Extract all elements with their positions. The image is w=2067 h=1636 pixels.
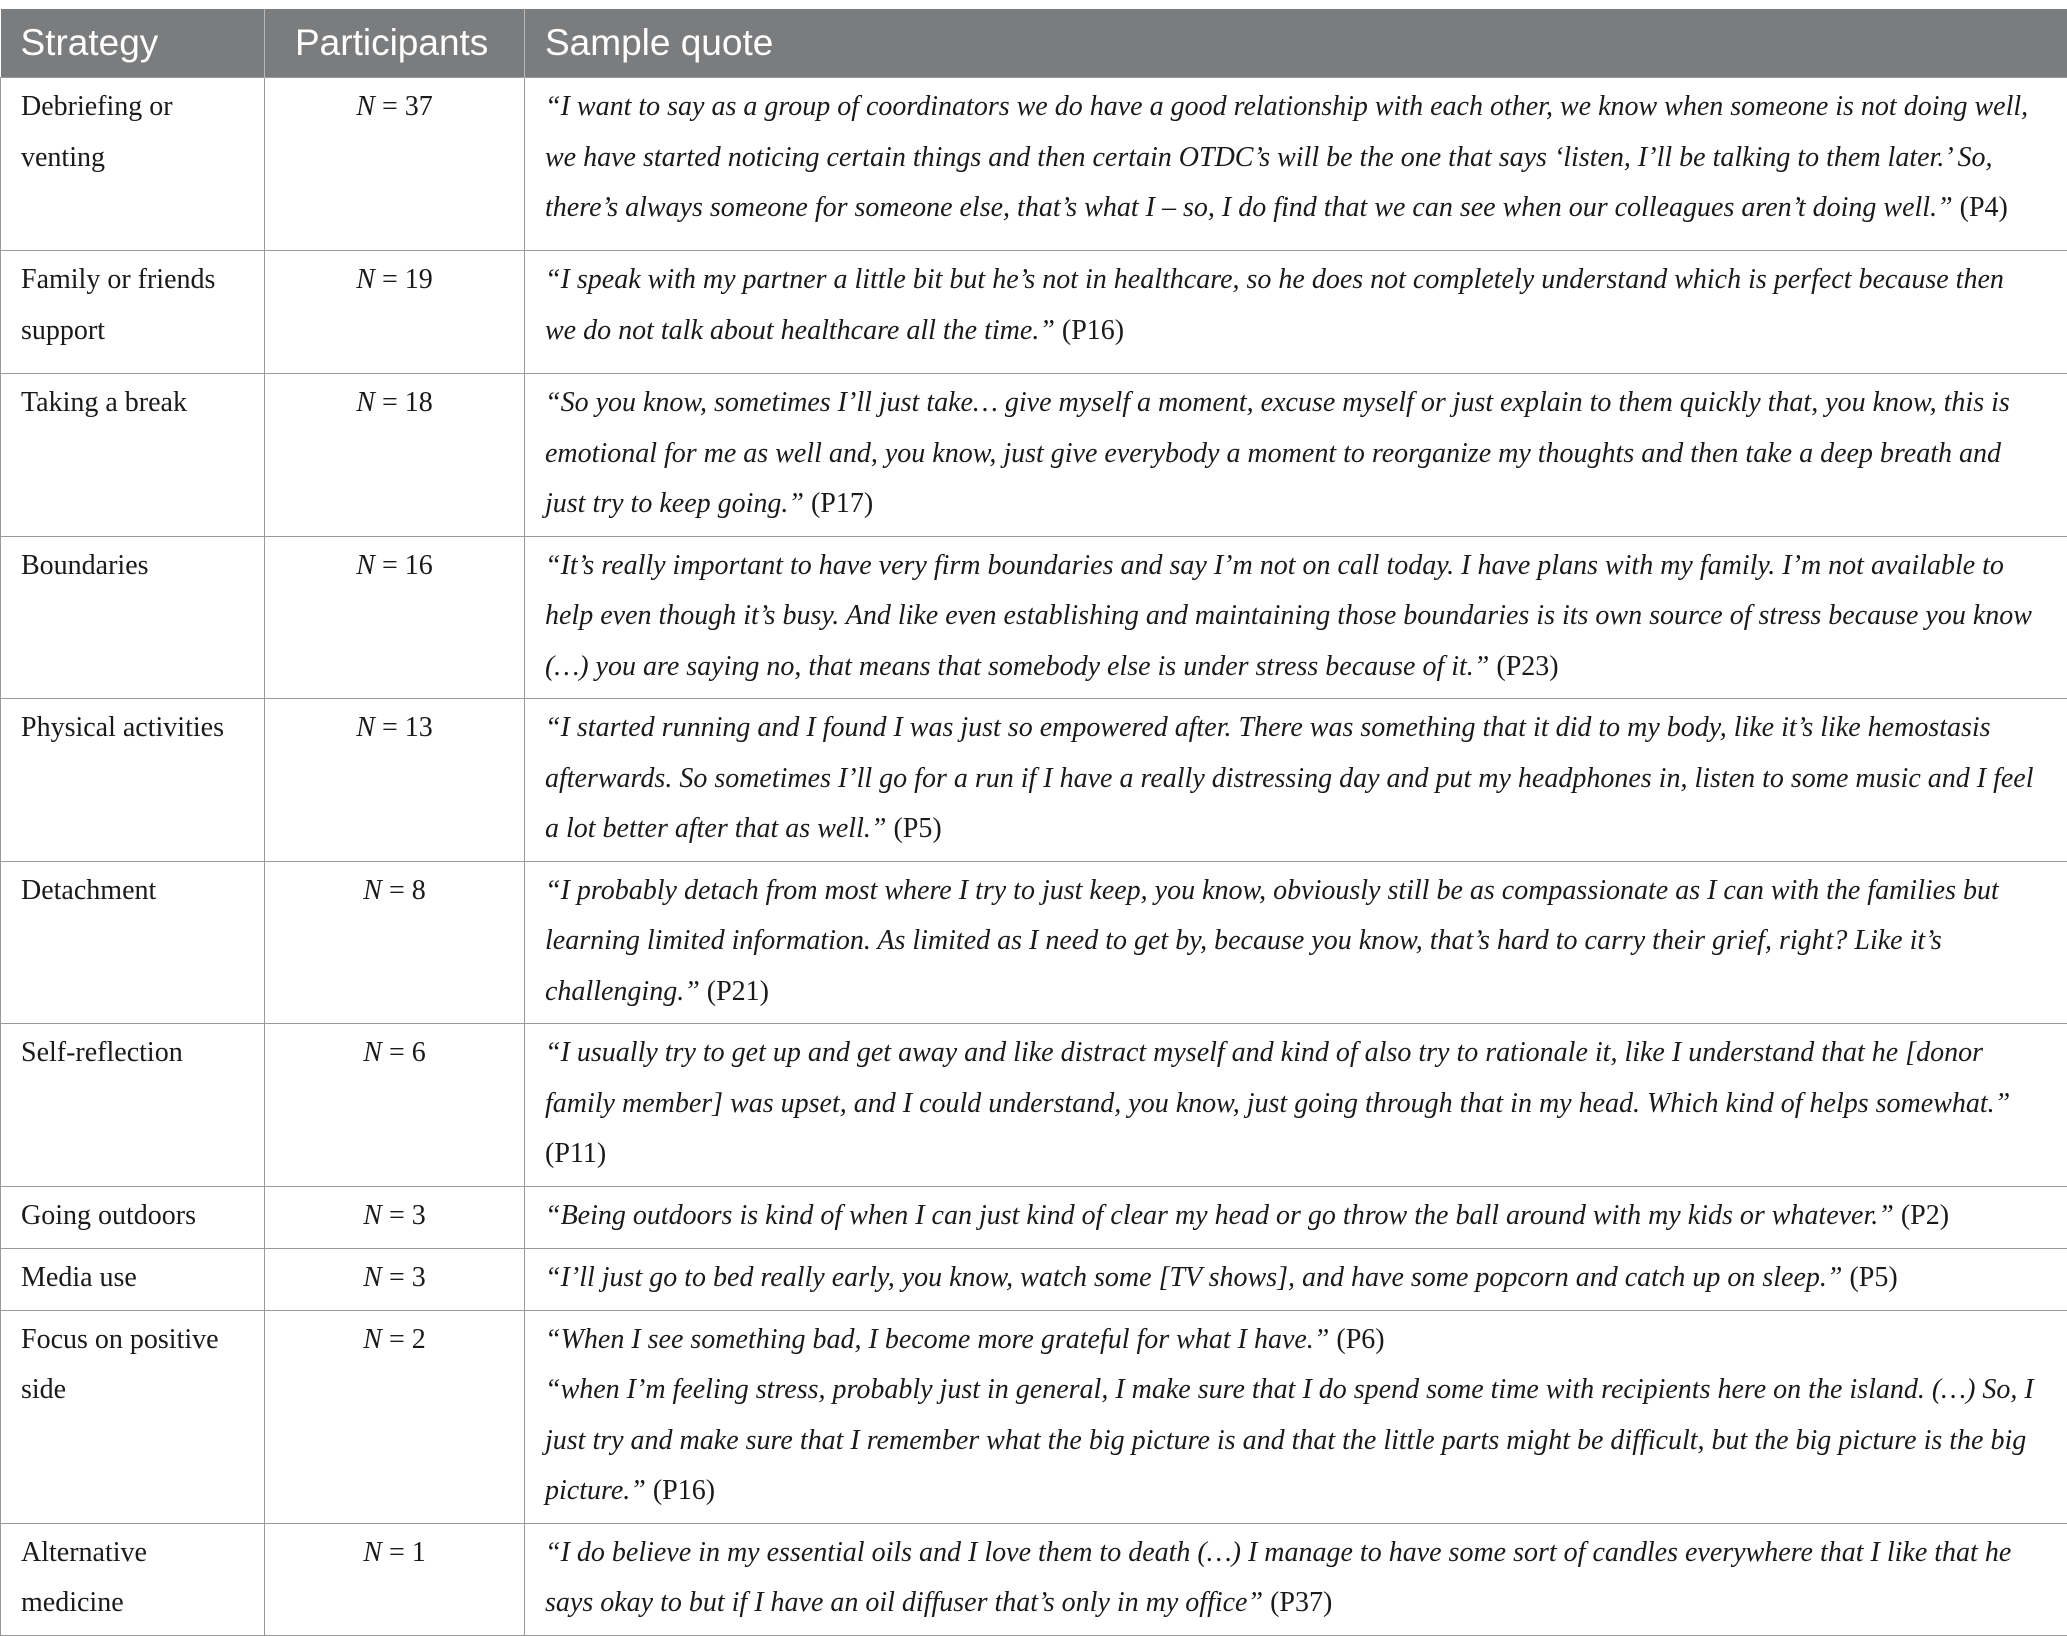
table-row	[1, 861, 2067, 1024]
strategy-cell: Detachment	[1, 861, 265, 1024]
table-row	[1, 374, 2067, 537]
table-row	[1, 699, 2067, 862]
strategy-cell: Physical activities	[1, 699, 265, 862]
quote-text: “I do believe in my essential oils and I love them to death (…) I manage to have some sort of candles everywhere that I like that he says okay to but if I have an oil diffuser that’s only in my office”	[545, 1537, 2011, 1619]
participants-cell: N = 6	[265, 1024, 525, 1187]
quote-text: “Being outdoors is kind of when I can just kind of clear my head or go throw the ball around with my kids or whatever.”	[545, 1200, 1894, 1231]
participants-cell: N = 1	[265, 1523, 525, 1635]
table-row	[1, 1024, 2067, 1187]
participant-ref: (P2)	[1894, 1200, 1949, 1231]
table-body	[1, 78, 2067, 1636]
table-row	[1, 1523, 2067, 1635]
quote-text: “I started running and I found I was just so empowered after. There was something that it did to my body, like it’s like hemostasis afterwards. So sometimes I’ll go for a run if I have a really distressing day and put my headphones in, listen to some music and I feel a lot better after that as well.”	[545, 712, 2034, 844]
quote-text: “I usually try to get up and get away and like distract myself and kind of also try to rationale it, like I understand that he [donor family member] was upset, and I could understand, you know, just going through that in my head. Which kind of helps somewhat.”	[545, 1037, 2010, 1119]
participant-ref: (P5)	[1842, 1262, 1897, 1293]
table-row	[1, 251, 2067, 374]
header-strategy: Strategy	[1, 9, 265, 78]
table-row	[1, 1248, 2067, 1310]
participants-cell: N = 3	[265, 1186, 525, 1248]
table-header	[1, 9, 2067, 78]
participants-cell: N = 19	[265, 251, 525, 374]
participant-ref: (P6)	[1329, 1324, 1384, 1355]
strategy-cell: Media use	[1, 1248, 265, 1310]
quote-text: “when I’m feeling stress, probably just in general, I make sure that I do spend some time with recipients here on the island. (…) So, I just try and make sure that I remember what the big picture is and that the little parts might be difficult, but the big picture is the big picture.”	[545, 1374, 2034, 1506]
quote-cell	[525, 699, 2067, 862]
quote-cell	[525, 374, 2067, 537]
strategy-cell: Self-reflection	[1, 1024, 265, 1187]
strategy-cell: Alternative medicine	[1, 1523, 265, 1635]
quote-text: “It’s really important to have very firm boundaries and say I’m not on call today. I have plans with my family. I’m not available to help even though it’s busy. And like even establishing and maintaining those boundaries is its own source of stress because you know (…) you are saying no, that means that somebody else is under stress because of it.”	[545, 550, 2032, 682]
quote-cell	[525, 1186, 2067, 1248]
participants-cell: N = 3	[265, 1248, 525, 1310]
strategy-cell: Taking a break	[1, 374, 265, 537]
header-participants: Participants	[265, 9, 525, 78]
quote-text: “I speak with my partner a little bit but he’s not in healthcare, so he does not completely understand which is perfect because then we do not talk about healthcare all the time.”	[545, 264, 2004, 346]
participant-ref: (P16)	[646, 1475, 715, 1506]
participant-ref: (P23)	[1489, 651, 1558, 682]
participant-ref: (P4)	[1953, 192, 2008, 223]
participant-ref: (P16)	[1055, 315, 1124, 346]
quote-text: “When I see something bad, I become more grateful for what I have.”	[545, 1324, 1329, 1355]
participant-ref: (P37)	[1263, 1587, 1332, 1618]
participant-ref: (P5)	[886, 813, 941, 844]
header-row	[1, 9, 2067, 78]
strategy-cell: Debriefing or venting	[1, 78, 265, 251]
participants-cell: N = 8	[265, 861, 525, 1024]
quote-text: “I’ll just go to bed really early, you know, watch some [TV shows], and have some popcorn and catch up on sleep.”	[545, 1262, 1842, 1293]
participant-ref: (P11)	[545, 1138, 606, 1169]
participants-cell: N = 16	[265, 536, 525, 699]
strategy-cell: Boundaries	[1, 536, 265, 699]
quote-text: “I probably detach from most where I try to just keep, you know, obviously still be as compassionate as I can with the families but learning limited information. As limited as I need to get by, because you know, that’s hard to carry their grief, right? Like it’s challenging.”	[545, 875, 1999, 1007]
participants-cell: N = 13	[265, 699, 525, 862]
quote-cell	[525, 1523, 2067, 1635]
quote-cell	[525, 251, 2067, 374]
quote-cell	[525, 536, 2067, 699]
table-row	[1, 1310, 2067, 1523]
quote-text: “So you know, sometimes I’ll just take… give myself a moment, excuse myself or just explain to them quickly that, you know, this is emotional for me as well and, you know, just give everybody a moment to reorganize my thoughts and then take a deep breath and just try to keep going.”	[545, 387, 2010, 519]
participant-ref: (P17)	[804, 488, 873, 519]
header-quote: Sample quote	[525, 9, 2067, 78]
table-row	[1, 536, 2067, 699]
quote-cell	[525, 1248, 2067, 1310]
participant-ref: (P21)	[700, 976, 769, 1007]
quote-text: “I want to say as a group of coordinators we do have a good relationship with each other, we know when someone is not doing well, we have started noticing certain things and then certain OTDC’s will be the one that says ‘listen, I’ll be talking to them later.’ So, there’s always someone for someone else, that’s what I – so, I do find that we can see when our colleagues aren’t doing well.”	[545, 91, 2028, 223]
participants-cell: N = 2	[265, 1310, 525, 1523]
quote-cell	[525, 861, 2067, 1024]
table-row	[1, 78, 2067, 251]
strategy-cell: Focus on positive side	[1, 1310, 265, 1523]
coping-strategies-table	[0, 9, 2067, 1636]
strategy-cell: Family or friends support	[1, 251, 265, 374]
participants-cell: N = 37	[265, 78, 525, 251]
quote-cell	[525, 78, 2067, 251]
table-row	[1, 1186, 2067, 1248]
quote-cell	[525, 1310, 2067, 1523]
quote-cell	[525, 1024, 2067, 1187]
strategy-cell: Going outdoors	[1, 1186, 265, 1248]
participants-cell: N = 18	[265, 374, 525, 537]
